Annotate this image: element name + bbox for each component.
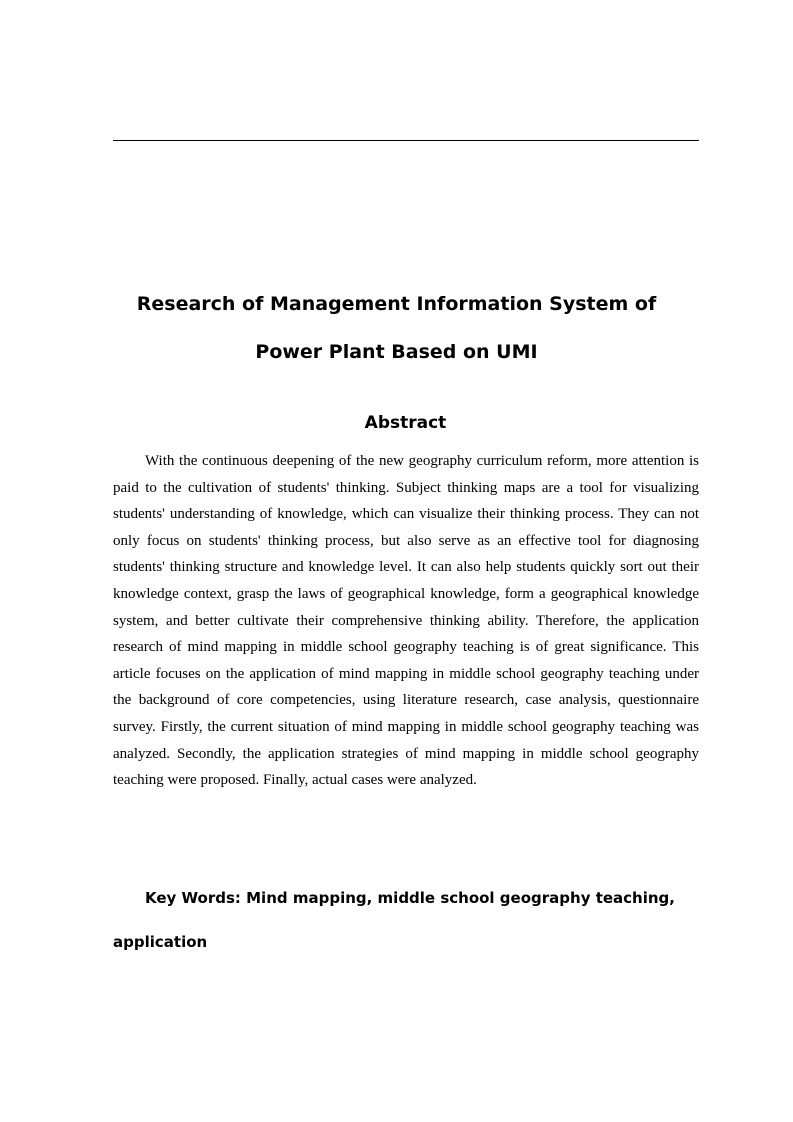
thesis-title-line-2: Power Plant Based on UMI <box>255 341 538 363</box>
abstract-heading: Abstract <box>364 413 447 433</box>
thesis-title-line-1: Research of Management Information System of <box>136 293 657 315</box>
header-rule <box>113 140 699 141</box>
keywords: Key Words: Mind mapping, middle school geography teaching, application <box>113 889 675 951</box>
abstract-body: With the continuous deepening of the new geography curriculum reform, more attention is paid to the cultivation of students' thinking. Subject thinking maps are a tool for visualizing students' understanding of knowledge, which can visualize their thinking process. They can not only focus on students' thinking process, but also serve as an effective tool for diagnosing students' thinking structure and knowledge level. It can also help students quickly sort out their knowledge context, grasp the laws of geographical knowledge, form a geographical knowledge system, and better cultivate their comprehensive thinking ability. Therefore, the application research of mind mapping in middle school geography teaching is of great significance. This article focuses on the application of mind mapping in middle school geography teaching under the background of core competencies, using literature research, case analysis, questionnaire survey. Firstly, the current situation of mind mapping in middle school geography teaching was analyzed. Secondly, the application strategies of mind mapping in middle school geography teaching were proposed. Finally, actual cases were analyzed. <box>113 453 699 789</box>
